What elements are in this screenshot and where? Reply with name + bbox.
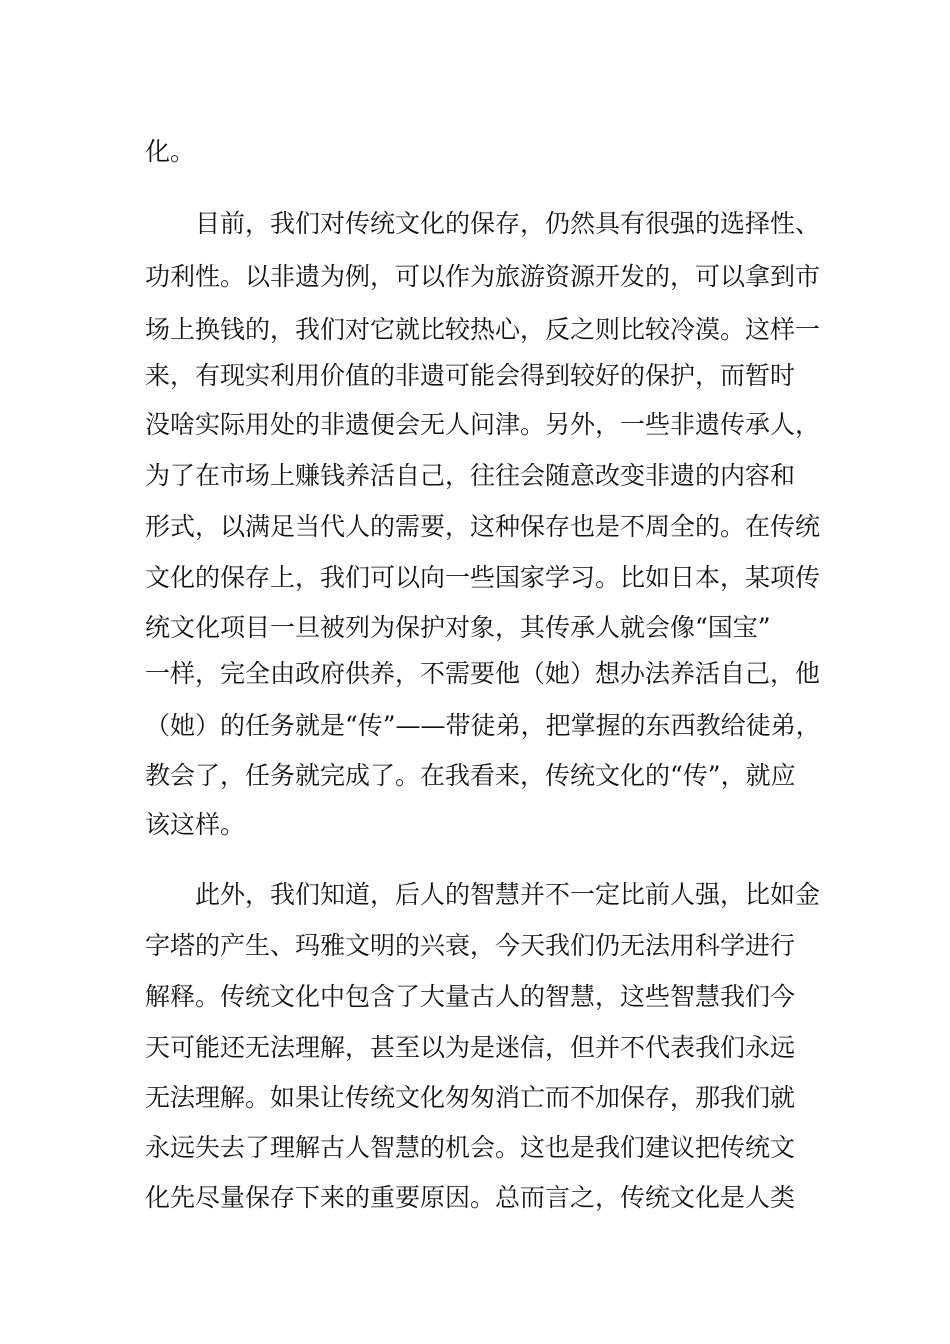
text-line: 化。 (145, 137, 196, 166)
text-line: 功利性。以非遗为例，可以作为旅游资源开发的，可以拿到市 (145, 262, 821, 291)
text-line: 目前，我们对传统文化的保存，仍然具有很强的选择性、 (195, 209, 821, 238)
text-line: 统文化项目一旦被列为保护对象，其传承人就会像“国宝” (145, 613, 771, 642)
text-line: 无法理解。如果让传统文化匆匆消亡而不加保存，那我们就 (145, 1083, 796, 1112)
text-line: 没啥实际用处的非遗便会无人问津。另外，一些非遗传承人， (145, 410, 821, 439)
text-line: 一样，完全由政府供养，不需要他（她）想办法养活自己，他 (145, 659, 821, 688)
text-line: （她）的任务就是“传”——带徒弟，把掌握的东西教给徒弟， (145, 711, 821, 740)
text-line: 解释。传统文化中包含了大量古人的智慧，这些智慧我们今 (145, 982, 796, 1011)
text-line: 字塔的产生、玛雅文明的兴衰，今天我们仍无法用科学进行 (145, 931, 796, 960)
text-line: 文化的保存上，我们可以向一些国家学习。比如日本，某项传 (145, 563, 821, 592)
text-line: 该这样。 (145, 810, 246, 839)
text-line: 来，有现实利用价值的非遗可能会得到较好的保护，而暂时 (145, 361, 796, 390)
text-line: 场上换钱的，我们对它就比较热心，反之则比较冷漠。这样一 (145, 315, 821, 344)
text-line: 此外，我们知道，后人的智慧并不一定比前人强，比如金 (195, 880, 821, 909)
text-line: 天可能还无法理解，甚至以为是迷信，但并不代表我们永远 (145, 1033, 796, 1062)
text-line: 为了在市场上赚钱养活自己，往往会随意改变非遗的内容和 (145, 461, 796, 490)
text-line: 教会了，任务就完成了。在我看来，传统文化的“传”，就应 (145, 761, 796, 790)
text-line: 永远失去了理解古人智慧的机会。这也是我们建议把传统文 (145, 1133, 796, 1162)
text-line: 形式，以满足当代人的需要，这种保存也是不周全的。在传统 (145, 512, 821, 541)
text-line: 化先尽量保存下来的重要原因。总而言之，传统文化是人类 (145, 1183, 796, 1212)
